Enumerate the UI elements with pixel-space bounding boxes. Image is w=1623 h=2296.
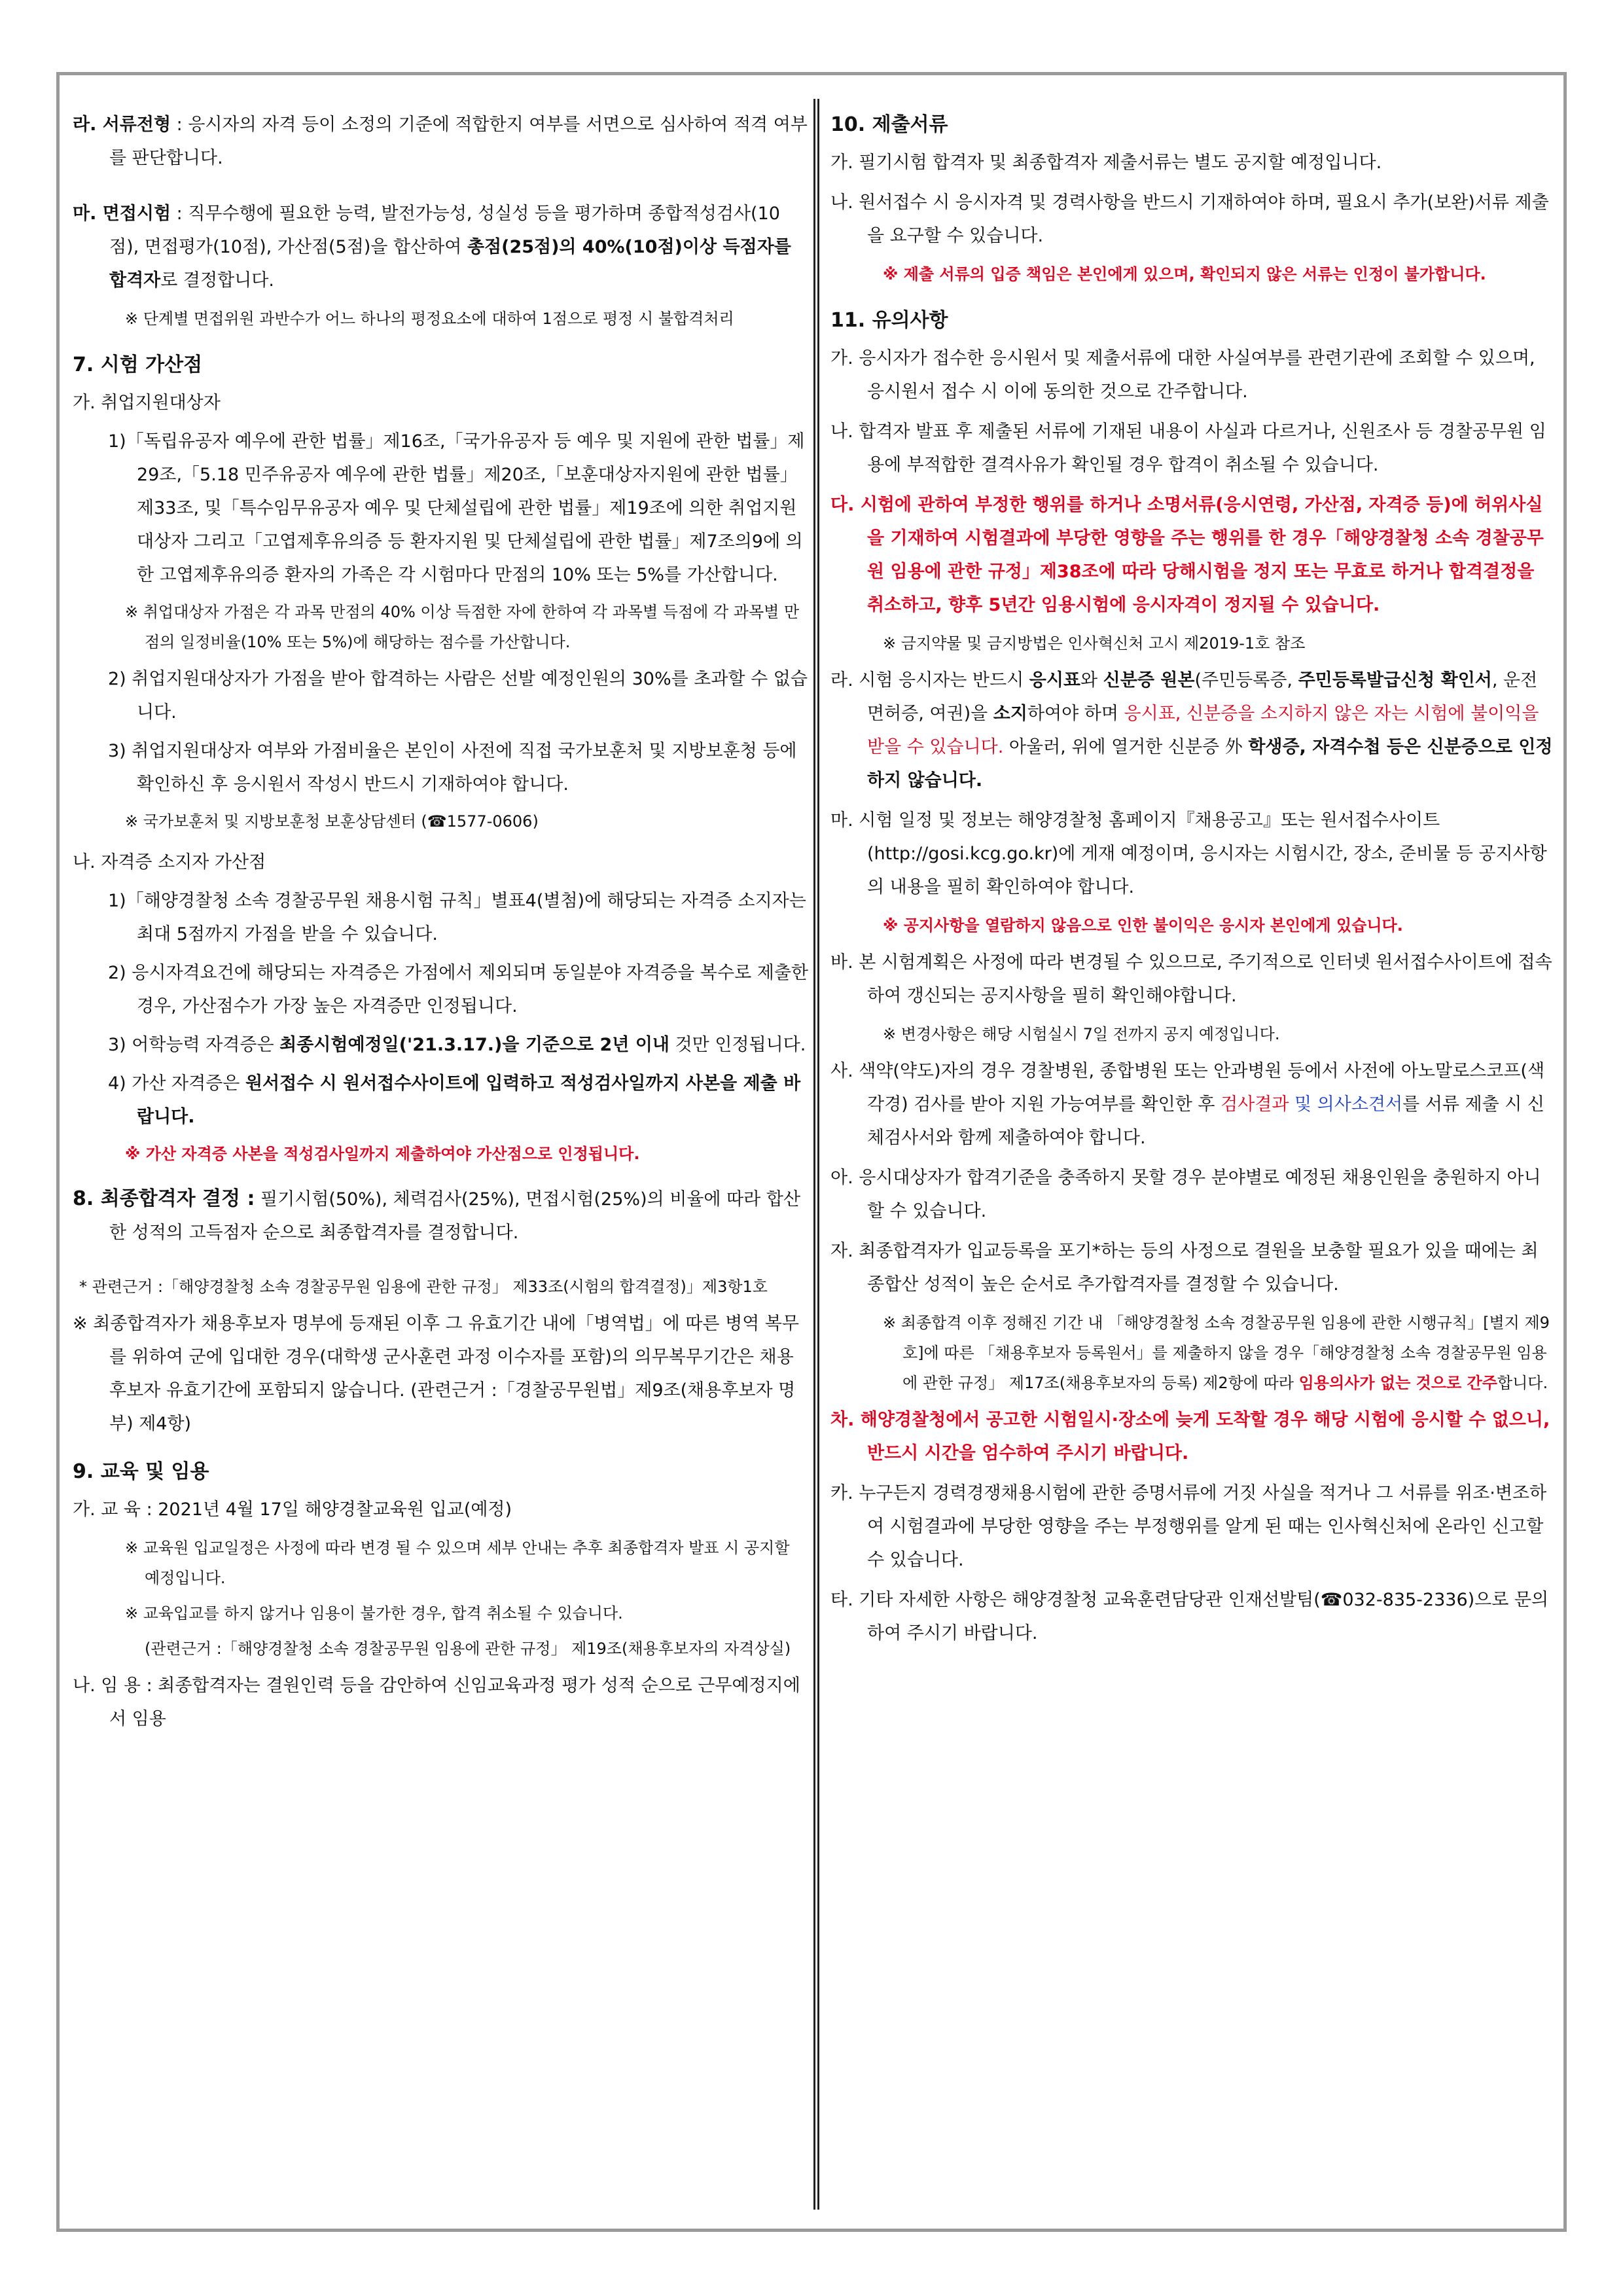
section-10-title: 10. 제출서류 [830, 113, 948, 136]
item-heading: 마. 면접시험 [73, 204, 171, 224]
list-item: 가. 응시자가 접수한 응시원서 및 제출서류에 대한 사실여부를 관련기관에 조회할 수 있으며, 응시원서 접수 시 이에 동의한 것으로 간주합니다. [830, 348, 1535, 402]
text: , 운전면허증, 여권)을 [867, 670, 1538, 724]
note: ※ 취업대상자 가점은 각 과목 만점의 40% 이상 득점한 자에 한하여 각 과목별 득점에 각 과목별 만점의 일정비율(10% 또는 5%)에 해당하는 점수를 가산합니다. [125, 603, 800, 651]
item-emphasis: 총점(25점)의 40%(10점)이상 득점자를 합격자 [109, 237, 791, 291]
text: 라. 시험 응시자는 반드시 [830, 670, 1029, 691]
text: 하여야 하며 [1027, 704, 1124, 724]
item-heading: 라. 서류전형 [73, 115, 171, 135]
note-military: ※ 최종합격자가 채용후보자 명부에 등재된 이후 그 유효기간 내에「병역법」에 따른 병역 복무를 위하여 군에 입대한 경우(대학생 군사훈련 과정 이수자를 포함)의 의무복무기간은 채용후보자 유효기간에 포함되지 않습니다. (관련근거 :「경찰공무원법」제9조(채용후보자 명부) 제4항) [73, 1314, 799, 1434]
emphasis: 소지 [993, 704, 1027, 724]
note: ※ 변경사항은 해당 시험실시 7일 전까지 공지 예정입니다. [883, 1025, 1280, 1043]
left-column [73, 108, 809, 1742]
emphasis: 주민등록발급신청 확인서 [1298, 670, 1492, 691]
right-column [830, 108, 1554, 1657]
emphasis: 원서접수 시 원서접수사이트에 입력하고 적성검사일까지 사본을 제출 바랍니다. [137, 1073, 801, 1127]
list-item-id-required [830, 664, 1554, 797]
note-contact: ※ 국가보훈처 및 지방보훈청 보훈상담센터 (☎1577-0606) [125, 812, 539, 831]
blue-text: 및 의사소견서 [1294, 1094, 1403, 1115]
item-interview [73, 197, 809, 297]
note: ※ 교육입교를 하지 않거나 임용이 불가한 경우, 합격 취소될 수 있습니다. [125, 1604, 623, 1623]
legal-basis: * 관련근거 :「해양경찰청 소속 경찰공무원 임용에 관한 규정」 제33조(시험의 합격결정)」제3항1호 [79, 1278, 768, 1296]
text: 합니다. [1497, 1374, 1548, 1392]
emphasis: 학생증, 자격수첩 등은 신분증으로 인정하지 않습니다. [867, 737, 1553, 791]
note-warning: ※ 공지사항을 열람하지 않음으로 인한 불이익은 응시자 본인에게 있습니다. [883, 916, 1403, 935]
item-text: 로 결정합니다. [160, 270, 274, 291]
item-text: : 직무수행에 필요한 능력, 발전가능성, 성실성 등을 평가하며 종합적성검사(10점), 면접평가(10점), 가산점(5점)을 합산하여 [109, 204, 780, 257]
text: 사. 색약(약도)자의 경우 경찰병원, 종합병원 또는 안과병원 등에서 사전에 아노말로스코프(색각경) 검사를 받아 지원 가능여부를 확인한 후 [830, 1061, 1545, 1115]
item-appointment: 나. 임 용 : 최종합격자는 결원인력 등을 감안하여 신임교육과정 평가 성적 순으로 근무예정지에서 임용 [73, 1676, 800, 1729]
emphasis: 최종시험예정일('21.3.17.)을 기준으로 2년 이내 [279, 1035, 669, 1055]
text: ※ 최종합격 이후 정해진 기간 내 「해양경찰청 소속 경찰공무원 임용에 관한 시행규칙」[별지 제9호]에 따른 「채용후보자 등록원서」를 제출하지 않을 경우「해양경찰청 소속 경찰공무원 임용에 관한 규정」 제17조(채용후보자의 등록) 제2항에 따라 [883, 1314, 1550, 1392]
text: 3) 어학능력 자격증은 [108, 1035, 280, 1055]
section-8 [73, 1182, 809, 1249]
list-item: 1)「독립유공자 예우에 관한 법률」제16조,「국가유공자 등 예우 및 지원에 관한 법률」제29조,「5.18 민주유공자 예우에 관한 법률」제20조,「보훈대상자지원에 관한 법률」제33조, 및「특수임무유공자 예우 및 단체설립에 관한 법률」제19조에 의한 취업지원대상자 그리고「고엽제후유의증 등 환자지원 및 단체설립에 관한 법률」제7조의9에 의한 고엽제후유의증 환자의 가족은 각 시험마다 만점의 10% 또는 5%를 가산합니다. [108, 431, 805, 585]
note: ※ 교육원 입교일정은 사정에 따라 변경 될 수 있으며 세부 안내는 추후 최종합격자 발표 시 공지할 예정입니다. [125, 1539, 790, 1587]
list-item: 나. 원서접수 시 응시자격 및 경력사항을 반드시 기재하여야 하며, 필요시 추가(보완)서류 제출을 요구할 수 있습니다. [830, 192, 1549, 246]
column-divider [813, 99, 819, 2210]
section-8-title: 8. 최종합격자 결정 : [73, 1187, 255, 1210]
text: (주민등록증, [1194, 670, 1298, 691]
list-item: 가. 필기시험 합격자 및 최종합격자 제출서류는 별도 공지할 예정입니다. [830, 152, 1382, 173]
text: 를 서류 제출 시 신체검사서와 함께 제출하여야 합니다. [867, 1094, 1544, 1148]
note [830, 1308, 1554, 1398]
list-item: 자. 최종합격자가 입교등록을 포기*하는 등의 사정으로 결원을 보충할 필요가 있을 때에는 최종합산 성적이 높은 순서로 추가합격자를 결정할 수 있습니다. [830, 1241, 1539, 1295]
list-item: 2) 응시자격요건에 해당되는 자격증은 가점에서 제외되며 동일분야 자격증을 복수로 제출한 경우, 가산점수가 가장 높은 자격증만 인정됩니다. [108, 963, 808, 1016]
list-item: 아. 응시대상자가 합격기준을 충족하지 못할 경우 분야별로 예정된 채용인원을 충원하지 아니할 수 있습니다. [830, 1168, 1541, 1221]
note-interview: ※ 단계별 면접위원 과반수가 어느 하나의 평정요소에 대하여 1점으로 평정 시 불합격처리 [125, 310, 734, 328]
list-item-warning: 차. 해양경찰청에서 공고한 시험일시·장소에 늦게 도착할 경우 해당 시험에 응시할 수 없으니, 반드시 시간을 엄수하여 주시기 바랍니다. [830, 1410, 1550, 1463]
emphasis: 응시표 [1029, 670, 1080, 691]
list-item: 3) 취업지원대상자 여부와 가점비율은 본인이 사전에 직접 국가보훈처 및 지방보훈청 등에 확인하신 후 응시원서 작성시 반드시 기재하여야 합니다. [108, 741, 797, 795]
list-item: 바. 본 시험계획은 사정에 따라 변경될 수 있으므로, 주기적으로 인터넷 원서접수사이트에 접속하여 갱신되는 공지사항을 필히 확인해야합니다. [830, 952, 1552, 1006]
list-item: 2) 취업지원대상자가 가점을 받아 합격하는 사람은 선발 예정인원의 30%를 초과할 수 없습니다. [108, 669, 808, 723]
text: 아울러, 위에 열거한 신분증 外 [1003, 737, 1249, 757]
subsection-certificate: 나. 자격증 소지자 가산점 [73, 852, 266, 872]
item-education: 가. 교 육 : 2021년 4월 17일 해양경찰교육원 입교(예정) [73, 1499, 512, 1520]
note: ※ 금지약물 및 금지방법은 인사혁신처 고시 제2019-1호 참조 [883, 634, 1306, 653]
text: 것만 인정됩니다. [669, 1035, 806, 1055]
section-11-title: 11. 유의사항 [830, 309, 948, 332]
list-item: 마. 시험 일정 및 정보는 해양경찰청 홈페이지『채용공고』또는 원서접수사이트(http://gosi.kcg.go.kr)에 게재 예정이며, 응시자는 시험시간, 장소, 준비물 등 공지사항의 내용을 필히 확인하여야 합니다. [830, 810, 1547, 897]
list-item-color-blind [830, 1054, 1554, 1155]
warning-text: 응시표, 신분증을 소지하지 않은 자는 시험에 불이익을 받을 수 있습니다. [867, 704, 1539, 757]
list-item [73, 1028, 809, 1062]
section-7-title: 7. 시험 가산점 [73, 353, 203, 376]
item-document-screening [73, 108, 809, 175]
section-8-text: 필기시험(50%), 체력검사(25%), 면접시험(25%)의 비율에 따라 합산한 성적의 고득점자 순으로 최종합격자를 결정합니다. [109, 1189, 801, 1243]
note-warning: ※ 가산 자격증 사본을 적성검사일까지 제출하여야 가산점으로 인정됩니다. [125, 1145, 640, 1163]
note-basis: (관련근거 :「해양경찰청 소속 경찰공무원 임용에 관한 규정」 제19조(채용후보자의 자격상실) [145, 1640, 791, 1658]
item-text: : 응시자의 자격 등이 소정의 기준에 적합한지 여부를 서면으로 심사하여 적격 여부를 판단합니다. [109, 115, 808, 168]
note-warning: ※ 제출 서류의 입증 책임은 본인에게 있으며, 확인되지 않은 서류는 인정이 불가합니다. [883, 265, 1486, 283]
list-item [73, 1067, 809, 1134]
list-item: 나. 합격자 발표 후 제출된 서류에 기재된 내용이 사실과 다르거나, 신원조사 등 경찰공무원 임용에 부적합한 결격사유가 확인될 경우 합격이 취소될 수 있습니다. [830, 422, 1546, 475]
list-item-contact: 타. 기타 자세한 사항은 해양경찰청 교육훈련담당관 인재선발팀(☎032-835-2336)으로 문의하여 주시기 바랍니다. [830, 1590, 1549, 1643]
page-frame [56, 72, 1567, 2232]
section-9-title: 9. 교육 및 임용 [73, 1460, 209, 1483]
text: 4) 가산 자격증은 [108, 1073, 245, 1094]
red-text: 검사결과 [1221, 1094, 1289, 1115]
list-item: 1)「해양경찰청 소속 경찰공무원 채용시험 규칙」별표4(별첨)에 해당되는 자격증 소지자는 최대 5점까지 가점을 받을 수 있습니다. [108, 891, 806, 944]
emphasis: 신분증 원본 [1103, 670, 1195, 691]
subsection-employment-support: 가. 취업지원대상자 [73, 393, 221, 413]
list-item-warning: 다. 시험에 관하여 부정한 행위를 하거나 소명서류(응시연령, 가산점, 자격증 등)에 허위사실을 기재하여 시험결과에 부당한 영향을 주는 행위를 한 경우「해양경찰청 소속 경찰공무원 임용에 관한 규정」제38조에 따라 당해시험을 정지 또는 무효로 하거나 합격결정을 취소하고, 향후 5년간 임용시험에 응시자격이 정지될 수 있습니다. [830, 495, 1544, 615]
warning-text: 임용의사가 없는 것으로 간주 [1298, 1374, 1497, 1392]
text: 와 [1080, 670, 1103, 691]
list-item: 카. 누구든지 경력경쟁채용시험에 관한 증명서류에 거짓 사실을 적거나 그 서류를 위조·변조하여 시험결과에 부당한 영향을 주는 부정행위를 알게 된 때는 인사혁신처에 온라인 신고할 수 있습니다. [830, 1483, 1547, 1570]
